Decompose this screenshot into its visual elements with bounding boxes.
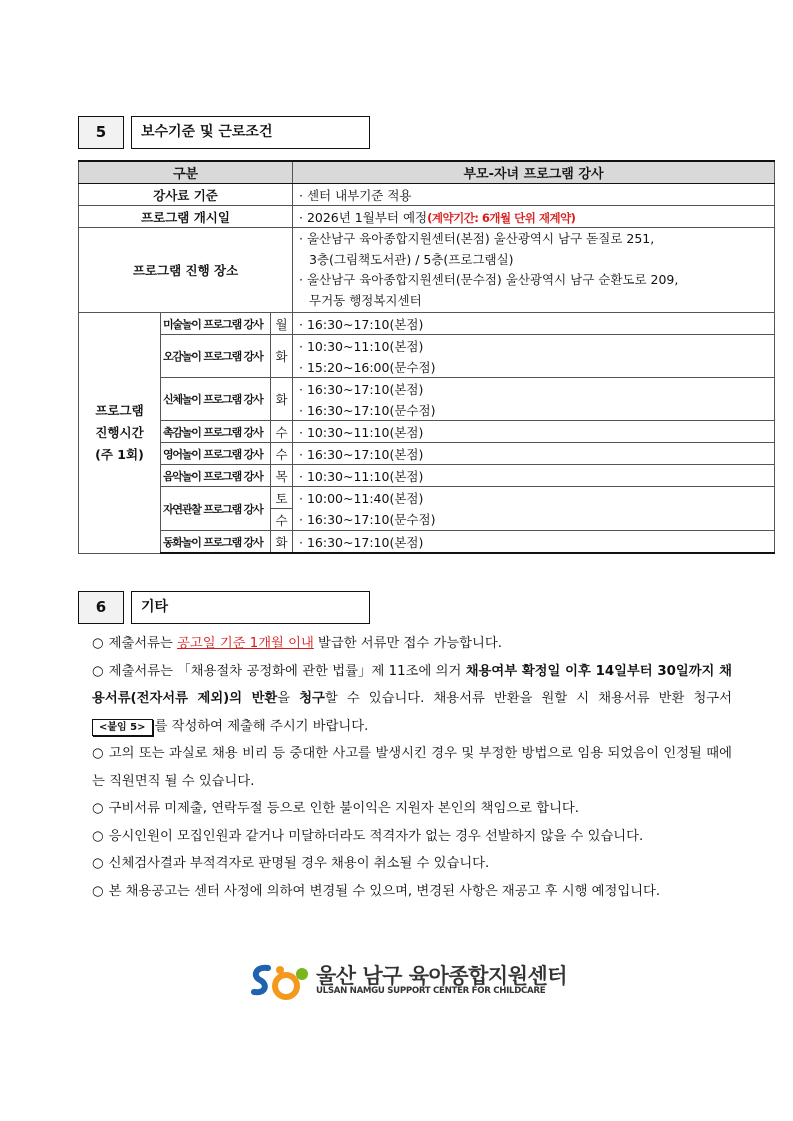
program-name: 신체놀이 프로그램 강사 xyxy=(161,378,271,421)
bullet-circle-icon: ○ xyxy=(92,801,104,816)
schedule-row xyxy=(79,531,775,554)
note-text: 신체검사결과 부적격자로 판명될 경우 채용이 취소될 수 있습니다. xyxy=(108,856,490,871)
note-bold: 청구 xyxy=(299,691,325,706)
start-value-cell xyxy=(293,206,775,228)
note-text: 제출서류는 xyxy=(108,636,178,651)
program-name: 미술놀이 프로그램 강사 xyxy=(161,313,271,335)
program-name: 촉감놀이 프로그램 강사 xyxy=(161,421,271,443)
note-text: 구비서류 미제출, 연락두절 등으로 인한 불이익은 지원자 본인의 책임으로 합니다. xyxy=(108,801,579,816)
program-day: 화 xyxy=(271,531,293,554)
schedule-label-line: 진행시간 xyxy=(95,424,144,440)
bullet-circle-icon: ○ xyxy=(92,746,104,761)
program-name: 음악놀이 프로그램 강사 xyxy=(161,465,271,487)
fee-label: 강사료 기준 xyxy=(79,184,293,206)
program-time: · 16:30~17:10(본점) xyxy=(293,378,775,400)
place-line: 3층(그림책도서관) / 5층(프로그램실) xyxy=(309,251,514,267)
note-text: 본 채용공고는 센터 사정에 의하여 변경될 수 있으며, 변경된 사항은 재공고 후 시행 예정입니다. xyxy=(108,883,661,899)
place-line: 무거동 행정복지센터 xyxy=(309,292,422,308)
bullet-circle-icon: ○ xyxy=(92,636,104,651)
schedule-label-line: (주 1회) xyxy=(95,446,144,462)
schedule-row xyxy=(79,335,775,357)
program-day: 화 xyxy=(271,335,293,378)
header-instructor: 부모-자녀 프로그램 강사 xyxy=(293,161,775,184)
program-name: 동화놀이 프로그램 강사 xyxy=(161,531,271,554)
schedule-row xyxy=(79,465,775,487)
schedule-row xyxy=(79,487,775,509)
logo-mark-icon xyxy=(248,960,312,1004)
place-value xyxy=(293,228,775,313)
program-day: 수 xyxy=(271,421,293,443)
place-line: · 울산남구 육아종합지원센터(문수점) 울산광역시 남구 순환도로 209, xyxy=(299,272,679,287)
table-row xyxy=(79,206,775,228)
schedule-row xyxy=(79,313,775,335)
center-logo xyxy=(248,960,568,1004)
logo-name: 울산 남구 육아종합지원센터 xyxy=(316,964,568,988)
table-header-row xyxy=(79,161,775,184)
schedule-label-line: 프로그램 xyxy=(95,402,144,418)
start-value: · 2026년 1월부터 예정 xyxy=(299,209,428,225)
note-text: 고의 또는 과실로 채용 비리 등 중대한 사고를 발생시킨 경우 및 부정한 방법으로 임용 되었음이 인정될 때에는 직원면직 될 수 있습니다. xyxy=(92,746,732,789)
section-number: 6 xyxy=(78,591,124,624)
program-name: 자연관찰 프로그램 강사 xyxy=(161,487,271,531)
schedule-row xyxy=(79,378,775,400)
section-number: 5 xyxy=(78,116,124,149)
program-day: 월 xyxy=(271,313,293,335)
bullet-circle-icon: ○ xyxy=(92,663,104,679)
start-label: 프로그램 개시일 xyxy=(79,206,293,228)
note-text: 발급한 서류만 접수 가능합니다. xyxy=(313,636,502,651)
program-day: 수 xyxy=(271,443,293,465)
program-time: · 10:00~11:40(본점) xyxy=(293,487,775,509)
pay-conditions-table xyxy=(78,160,775,554)
program-day: 화 xyxy=(271,378,293,421)
program-time: · 10:30~11:10(본점) xyxy=(293,421,775,443)
logo-subtitle: ULSAN NAMGU SUPPORT CENTER FOR CHILDCARE xyxy=(316,986,546,996)
list-item xyxy=(92,823,732,851)
contract-note: (계약기간: 6개월 단위 재계약) xyxy=(427,210,576,225)
section-title: 기타 xyxy=(131,591,370,624)
program-time: · 16:30~17:10(문수점) xyxy=(293,399,775,421)
header-category: 구분 xyxy=(79,161,293,184)
note-text: 을 xyxy=(277,691,300,706)
program-day: 토 xyxy=(271,487,293,509)
note-text: 제출서류는 「채용절차 공정화에 관한 법률」제 11조에 의거 xyxy=(108,663,466,679)
program-time: · 16:30~17:10(본점) xyxy=(293,443,775,465)
schedule-label xyxy=(79,313,161,554)
bullet-circle-icon: ○ xyxy=(92,883,104,899)
list-item xyxy=(92,740,732,795)
note-text: 할 수 있습니다. 채용서류 반환을 원할 시 채용서류 반환 청구서 xyxy=(324,691,732,706)
list-item xyxy=(92,795,732,823)
program-time: · 16:30~17:10(본점) xyxy=(293,313,775,335)
list-item xyxy=(92,630,732,658)
program-day: 목 xyxy=(271,465,293,487)
bullet-circle-icon: ○ xyxy=(92,856,104,871)
program-time: · 16:30~17:10(본점) xyxy=(293,531,775,554)
note-text: 를 작성하여 제출해 주시기 바랍니다. xyxy=(154,718,369,734)
list-item xyxy=(92,658,732,741)
list-item xyxy=(92,878,732,906)
note-text: 응시인원이 모집인원과 같거나 미달하더라도 적격자가 없는 경우 선발하지 않을 수 있습니다. xyxy=(108,828,644,844)
table-row xyxy=(79,228,775,313)
program-name: 오감놀이 프로그램 강사 xyxy=(161,335,271,378)
bullet-circle-icon: ○ xyxy=(92,828,104,844)
schedule-row xyxy=(79,421,775,443)
list-item xyxy=(92,850,732,878)
program-time: · 15:20~16:00(문수점) xyxy=(293,356,775,378)
place-label: 프로그램 진행 장소 xyxy=(79,228,293,313)
program-time: · 10:30~11:10(본점) xyxy=(293,335,775,357)
program-time: · 16:30~17:10(문수점) xyxy=(293,509,775,531)
program-name: 영어놀이 프로그램 강사 xyxy=(161,443,271,465)
program-day: 수 xyxy=(271,509,293,531)
schedule-row xyxy=(79,443,775,465)
notes-list xyxy=(92,630,732,905)
fee-value: · 센터 내부기준 적용 xyxy=(293,184,775,206)
note-highlight: 공고일 기준 1개월 이내 xyxy=(177,636,314,651)
section-title: 보수기준 및 근로조건 xyxy=(131,116,370,149)
note-bold: 채용여부 확정일 이후 14일부터 30일까지 채용서류(전자서류 제외)의 반환 xyxy=(92,663,733,706)
table-row xyxy=(79,184,775,206)
attachment-tag: <붙임 5> xyxy=(92,719,153,736)
place-line: · 울산남구 육아종합지원센터(본점) 울산광역시 남구 돋질로 251, xyxy=(299,231,655,246)
program-time: · 10:30~11:10(본점) xyxy=(293,465,775,487)
